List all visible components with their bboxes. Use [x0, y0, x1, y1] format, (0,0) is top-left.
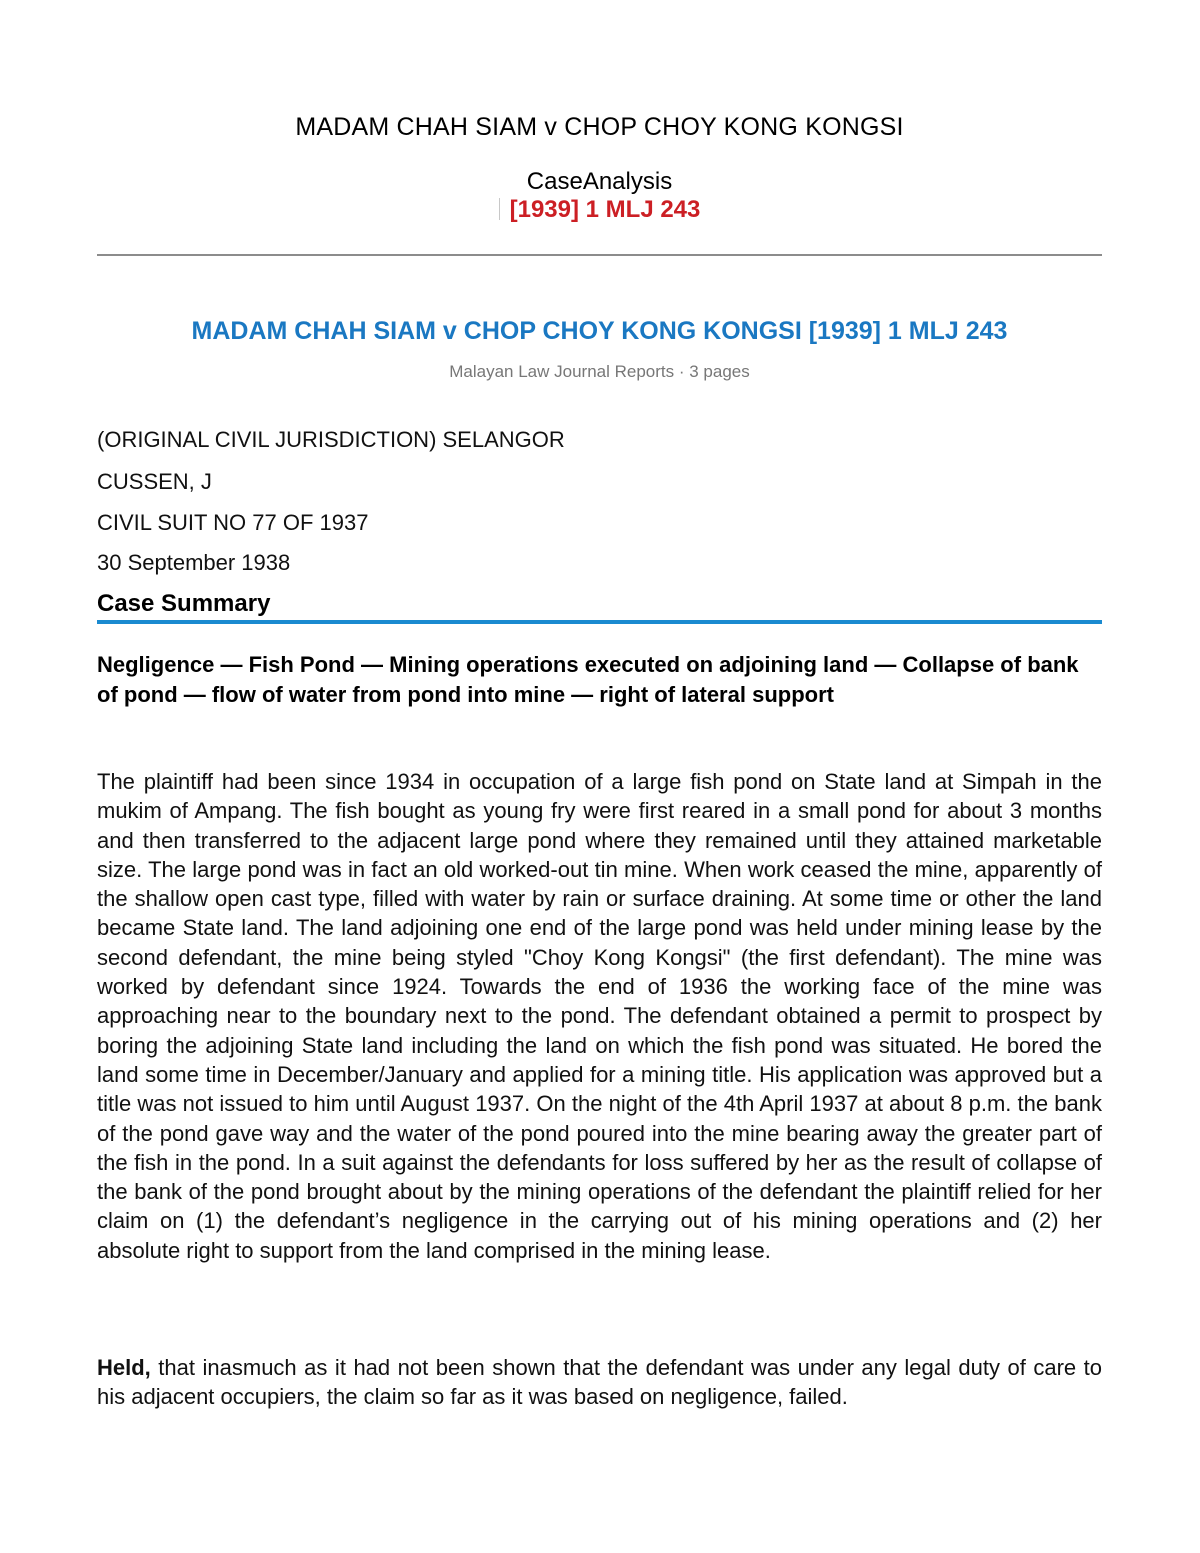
held-label: Held,	[97, 1355, 151, 1380]
catchwords: Negligence — Fish Pond — Mining operations executed on adjoining land — Collapse of bank of pond — flow of water from pond into mine — right of lateral support	[97, 652, 1079, 707]
held-paragraph	[97, 1353, 1102, 1412]
case-summary-heading: Case Summary	[97, 590, 271, 617]
held-text: that inasmuch as it had not been shown that the defendant was under any legal duty of care to his adjacent occupiers, the claim so far as it was based on negligence, failed.	[97, 1355, 1102, 1410]
suit-number: CIVIL SUIT NO 77 OF 1937	[97, 510, 369, 535]
summary-paragraph: The plaintiff had been since 1934 in occupation of a large fish pond on State land at Simpah in the mukim of Ampang. The fish bought as young fry were first reared in a small pond for about 3 months and then transferred to the adjacent large pond where they remained until they attained marketable size. The large pond was in fact an old worked-out tin mine. When work ceased the mine, apparently of the shallow open cast type, filled with water by rain or surface draining. At some time or other the land became State land. The land adjoining one end of the large pond was held under mining lease by the second defendant, the mine being styled "Choy Kong Kongsi" (the first defendant). The mine was worked by defendant since 1924. Towards the end of 1936 the working face of the mine was approaching near to the boundary next to the pond. The defendant obtained a permit to prospect by boring the adjoining State land including the land on which the fish pond was situated. He bored the land some time in December/January and applied for a mining title. His application was approved but a title was not issued to him until August 1937. On the night of the 4th April 1937 at about 8 p.m. the bank of the pond gave way and the water of the pond poured into the mine bearing away the greater part of the fish in the pond. In a suit against the defendants for loss suffered by her as the result of collapse of the bank of the pond brought about by the mining operations of the defendant the plaintiff relied for her claim on (1) the defendant’s negligence in the carrying out of his mining operations and (2) her absolute right to support from the land comprised in the mining lease.	[97, 769, 1102, 1263]
case-summary-divider	[97, 620, 1102, 624]
citation-divider	[499, 198, 500, 220]
document-subtitle: Malayan Law Journal Reports · 3 pages	[449, 362, 750, 381]
header-title: MADAM CHAH SIAM v CHOP CHOY KONG KONGSI	[295, 113, 904, 141]
document-title[interactable]: MADAM CHAH SIAM v CHOP CHOY KONG KONGSI [1939] 1 MLJ 243	[191, 317, 1008, 345]
judgment-date: 30 September 1938	[97, 550, 291, 575]
jurisdiction: (ORIGINAL CIVIL JURISDICTION) SELANGOR	[97, 427, 565, 452]
case-analysis-label: CaseAnalysis	[526, 168, 673, 195]
header-citation[interactable]: [1939] 1 MLJ 243	[509, 196, 701, 223]
header-citation-row	[97, 196, 1102, 224]
judge: CUSSEN, J	[97, 469, 212, 494]
header-divider	[97, 254, 1102, 256]
